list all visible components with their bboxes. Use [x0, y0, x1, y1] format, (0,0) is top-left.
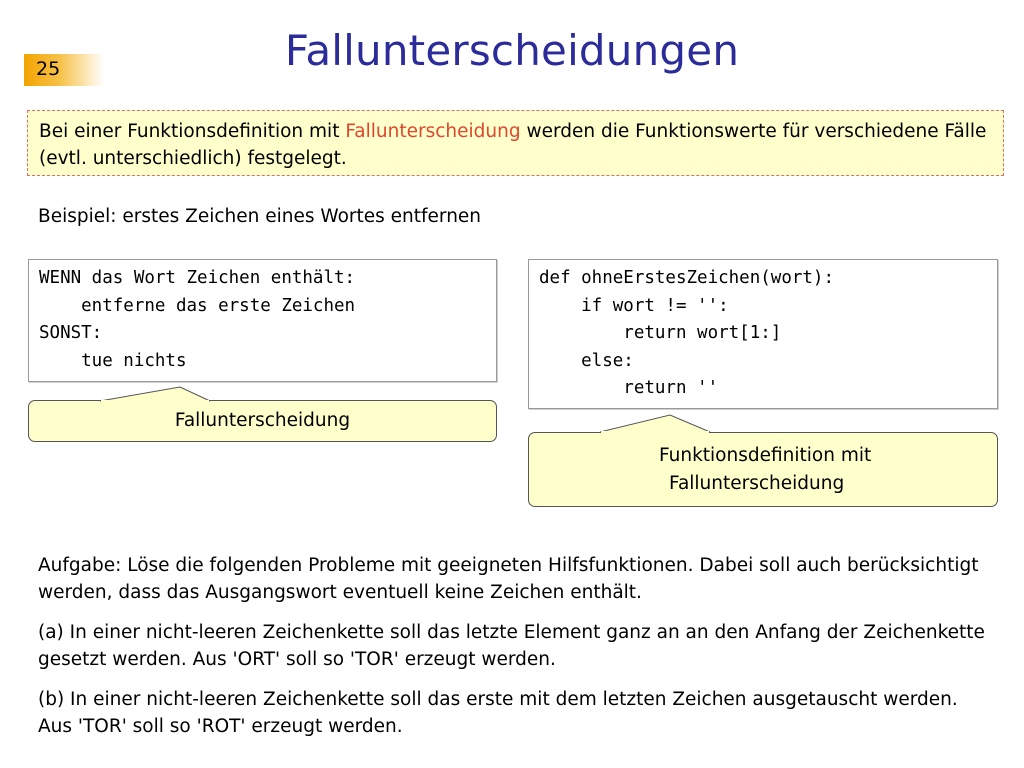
callout-funktionsdefinition — [528, 432, 998, 507]
slide-number: 25 — [36, 58, 61, 80]
code-line: else: — [539, 350, 634, 371]
callout-label: Fallunterscheidung — [174, 410, 351, 431]
page-title: Fallunterscheidungen — [284, 26, 740, 75]
definition-part2: werden die Funktionswerte für verschiedene Fälle (evtl. unterschiedlich) festgelegt. — [39, 121, 987, 169]
example-heading: Beispiel: erstes Zeichen eines Wortes entfernen — [38, 206, 482, 227]
callout-pointer-right — [600, 414, 720, 433]
callout-fallunterscheidung — [28, 400, 497, 442]
pseudocode-line: tue nichts — [39, 350, 187, 371]
pseudocode-line: SONST: — [39, 323, 103, 343]
callout-label-line2: Fallunterscheidung — [669, 473, 845, 494]
code-line: return wort[1:] — [539, 323, 782, 343]
code-line: def ohneErstesZeichen(wort): — [539, 268, 835, 288]
tasks-section — [38, 552, 988, 753]
task-intro: Aufgabe: Löse die folgenden Probleme mit geeigneten Hilfsfunktionen. Dabei soll auch berücksichtigt werden, dass das Ausgangswort eventuell keine Zeichen enthält. — [38, 555, 979, 603]
callout-label-line1: Funktionsdefinition mit — [659, 445, 872, 466]
definition-box — [27, 110, 1004, 176]
python-code-box — [528, 259, 998, 409]
definition-highlight: Fallunterscheidung — [345, 121, 521, 142]
pseudocode-line: WENN das Wort Zeichen enthält: — [39, 268, 356, 288]
code-line: return '' — [539, 378, 719, 398]
definition-part1: Bei einer Funktionsdefinition mit — [39, 121, 346, 142]
code-line: if wort != '': — [539, 295, 729, 316]
task-a: (a) In einer nicht-leeren Zeichenkette soll das letzte Element ganz an an den Anfang der Zeichenkette gesetzt werden. Aus 'ORT' soll so 'TOR' erzeugt werden. — [38, 622, 985, 670]
definition-text — [39, 118, 989, 172]
task-b: (b) In einer nicht-leeren Zeichenkette soll das erste mit dem letzten Zeichen ausgetauscht werden. Aus 'TOR' soll so 'ROT' erzeugt werden. — [38, 689, 958, 737]
pseudocode-line: entferne das erste Zeichen — [39, 295, 356, 316]
pseudocode-box — [28, 259, 497, 382]
callout-pointer-left — [100, 386, 220, 402]
